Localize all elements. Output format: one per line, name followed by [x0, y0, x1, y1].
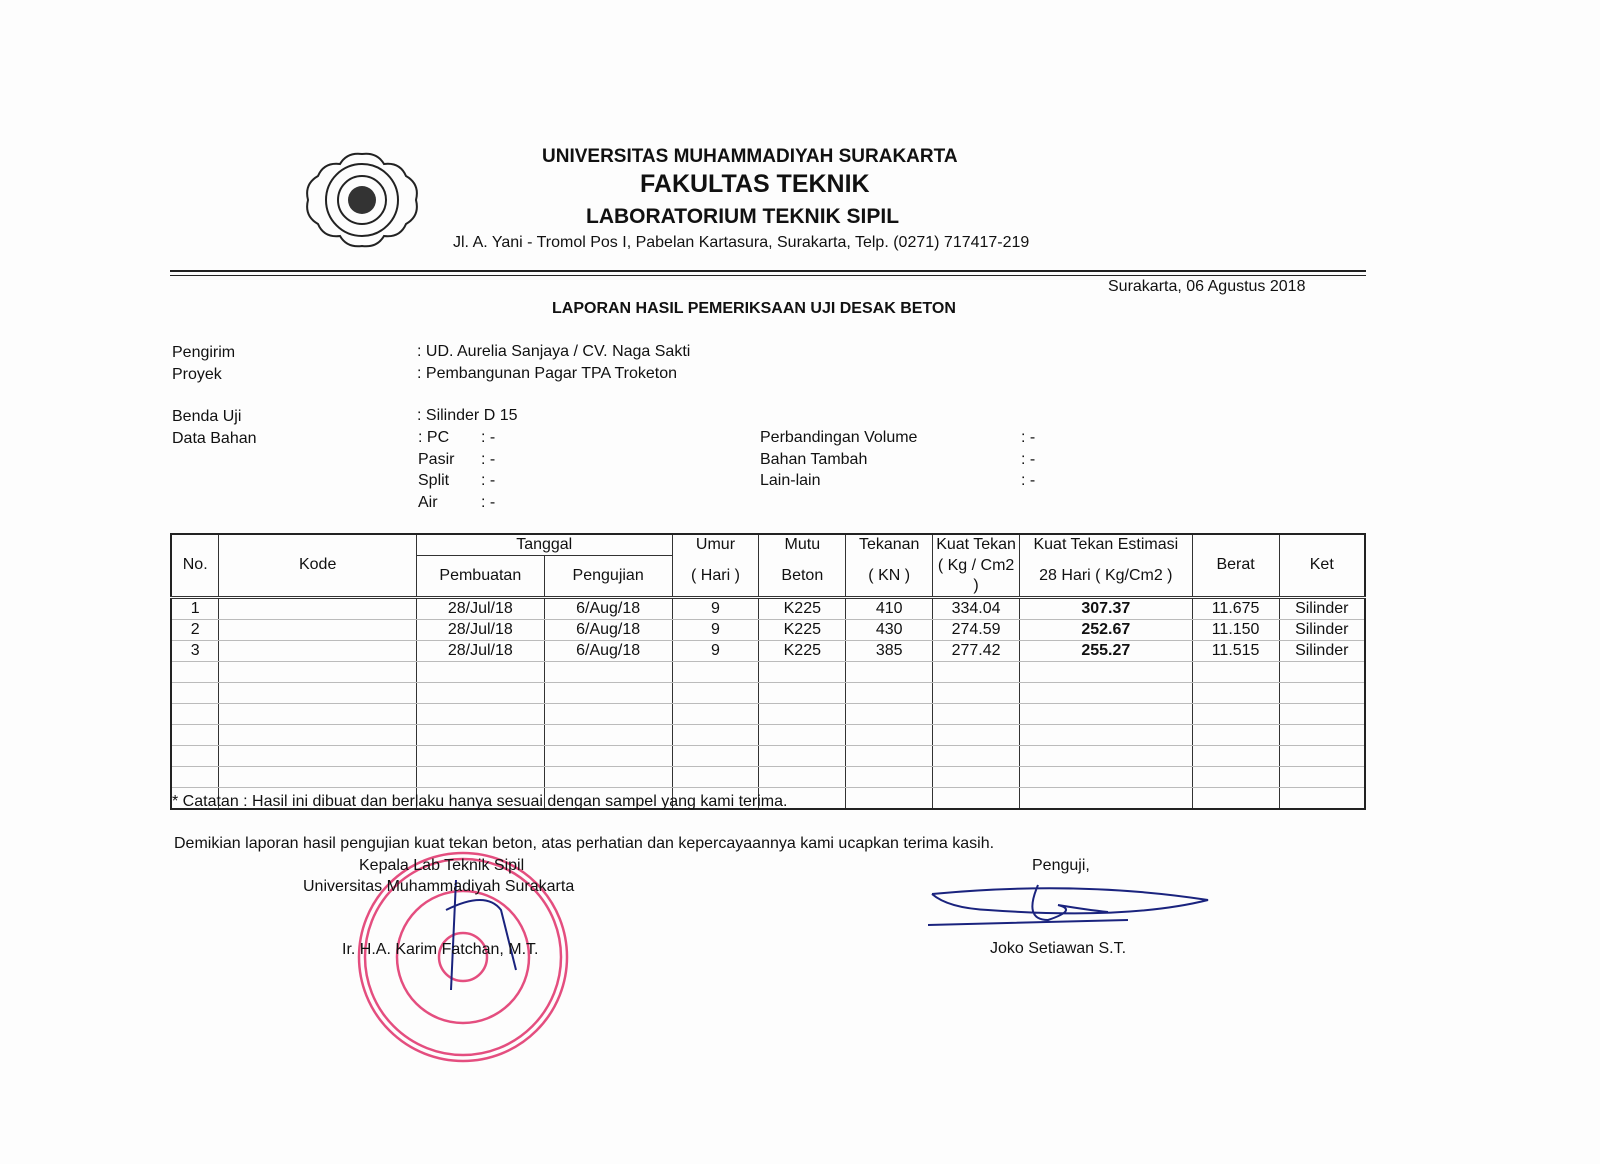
header-kuat-unit: ( Kg / Cm2 ) — [933, 556, 1020, 598]
cell-pembuatan: 28/Jul/18 — [416, 597, 544, 619]
empty-cell — [1192, 745, 1279, 766]
material-value: : - — [481, 472, 496, 489]
empty-cell — [672, 682, 759, 703]
extra-label: Bahan Tambah — [760, 450, 868, 468]
empty-cell — [1020, 724, 1193, 745]
header-kode: Kode — [219, 534, 416, 597]
signer-left-org: Universitas Muhammadiyah Surakarta — [303, 878, 575, 895]
empty-cell — [544, 766, 672, 787]
empty-cell — [171, 724, 219, 745]
empty-cell — [416, 745, 544, 766]
header-tanggal: Tanggal — [416, 534, 672, 556]
empty-cell — [1020, 661, 1193, 682]
empty-cell — [219, 724, 416, 745]
header-ket: Ket — [1279, 534, 1365, 597]
empty-cell — [171, 661, 219, 682]
empty-cell — [1279, 724, 1365, 745]
empty-cell — [933, 745, 1020, 766]
closing-text: Demikian laporan hasil pengujian kuat tekan beton, atas perhatian dan kepercayaannya kami ucapkan terima kasih. — [174, 835, 995, 852]
empty-cell — [1192, 682, 1279, 703]
cell-estimasi: 255.27 — [1020, 640, 1193, 661]
proyek-value: : Pembangunan Pagar TPA Troketon — [417, 365, 678, 382]
lab-name: LABORATORIUM TEKNIK SIPIL — [586, 205, 900, 228]
empty-cell — [672, 661, 759, 682]
empty-cell — [846, 787, 933, 809]
empty-cell — [1192, 661, 1279, 682]
material-label: : PC — [418, 429, 450, 446]
empty-cell — [171, 703, 219, 724]
cell-kode — [219, 640, 416, 661]
material-value: : - — [481, 450, 496, 468]
pengirim-label: Pengirim — [172, 344, 236, 361]
empty-row — [171, 724, 1365, 745]
university-name: UNIVERSITAS MUHAMMADIYAH SURAKARTA — [542, 146, 958, 167]
cell-tekanan: 385 — [846, 640, 933, 661]
empty-row — [171, 703, 1365, 724]
cell-ket: Silinder — [1279, 619, 1365, 640]
empty-cell — [846, 766, 933, 787]
header-kuat-tekan: Kuat Tekan — [933, 534, 1020, 556]
header-mutu-2: Beton — [759, 556, 846, 598]
cell-berat: 11.150 — [1192, 619, 1279, 640]
empty-cell — [416, 682, 544, 703]
cell-umur: 9 — [672, 597, 759, 619]
table-row — [171, 640, 1365, 661]
empty-cell — [846, 661, 933, 682]
empty-cell — [544, 703, 672, 724]
empty-cell — [219, 703, 416, 724]
empty-cell — [171, 745, 219, 766]
cell-pembuatan: 28/Jul/18 — [416, 640, 544, 661]
table-row — [171, 597, 1365, 619]
cell-mutu: K225 — [759, 597, 846, 619]
header-tekanan-unit: ( KN ) — [846, 556, 933, 598]
empty-cell — [1020, 766, 1193, 787]
empty-row — [171, 766, 1365, 787]
cell-pengujian: 6/Aug/18 — [544, 640, 672, 661]
empty-cell — [1020, 682, 1193, 703]
header-pembuatan: Pembuatan — [416, 556, 544, 598]
header-pengujian: Pengujian — [544, 556, 672, 598]
material-label: Pasir — [418, 450, 455, 468]
extra-value: : - — [1021, 472, 1036, 489]
empty-cell — [846, 682, 933, 703]
report-date: Surakarta, 06 Agustus 2018 — [1108, 278, 1306, 295]
header-estimasi-unit: 28 Hari ( Kg/Cm2 ) — [1020, 556, 1193, 598]
divider — [170, 270, 1366, 272]
report-title: LAPORAN HASIL PEMERIKSAAN UJI DESAK BETON — [552, 300, 956, 317]
proyek-label: Proyek — [172, 366, 222, 383]
empty-cell — [544, 682, 672, 703]
cell-estimasi: 307.37 — [1020, 597, 1193, 619]
material-label: Split — [418, 472, 450, 489]
cell-kode — [219, 597, 416, 619]
empty-cell — [1192, 766, 1279, 787]
empty-cell — [759, 745, 846, 766]
empty-cell — [933, 787, 1020, 809]
cell-mutu: K225 — [759, 619, 846, 640]
header-mutu: Mutu — [759, 534, 846, 556]
cell-kuat-tekan: 274.59 — [933, 619, 1020, 640]
empty-cell — [672, 745, 759, 766]
bahan-label: Data Bahan — [172, 430, 257, 447]
signer-right-role: Penguji, — [1032, 857, 1090, 874]
cell-umur: 9 — [672, 640, 759, 661]
material-value: : - — [481, 429, 496, 446]
empty-cell — [759, 661, 846, 682]
signer-left-role: Kepala Lab Teknik Sipil — [359, 857, 525, 874]
header-berat: Berat — [1192, 534, 1279, 597]
empty-cell — [1020, 703, 1193, 724]
empty-cell — [933, 766, 1020, 787]
cell-pengujian: 6/Aug/18 — [544, 597, 672, 619]
material-label: Air — [418, 493, 438, 511]
cell-kode — [219, 619, 416, 640]
empty-cell — [933, 703, 1020, 724]
empty-cell — [759, 682, 846, 703]
empty-cell — [672, 703, 759, 724]
extra-label: Lain-lain — [760, 472, 821, 489]
empty-cell — [1279, 787, 1365, 809]
empty-cell — [219, 745, 416, 766]
empty-cell — [416, 703, 544, 724]
empty-cell — [933, 661, 1020, 682]
cell-mutu: K225 — [759, 640, 846, 661]
address: Jl. A. Yani - Tromol Pos I, Pabelan Kartasura, Surakarta, Telp. (0271) 717417-219 — [453, 234, 1030, 251]
faculty-name: FAKULTAS TEKNIK — [640, 170, 870, 198]
university-logo — [302, 150, 422, 250]
empty-cell — [672, 766, 759, 787]
cell-ket: Silinder — [1279, 597, 1365, 619]
cell-pengujian: 6/Aug/18 — [544, 619, 672, 640]
empty-cell — [416, 661, 544, 682]
empty-cell — [544, 661, 672, 682]
cell-no: 1 — [171, 597, 219, 619]
signer-right-name: Joko Setiawan S.T. — [990, 940, 1127, 957]
empty-cell — [1192, 703, 1279, 724]
empty-cell — [933, 724, 1020, 745]
empty-cell — [544, 745, 672, 766]
empty-row — [171, 661, 1365, 682]
cell-ket: Silinder — [1279, 640, 1365, 661]
empty-cell — [933, 682, 1020, 703]
empty-cell — [1279, 682, 1365, 703]
empty-cell — [846, 703, 933, 724]
empty-cell — [759, 766, 846, 787]
empty-cell — [416, 724, 544, 745]
cell-pembuatan: 28/Jul/18 — [416, 619, 544, 640]
cell-estimasi: 252.67 — [1020, 619, 1193, 640]
empty-cell — [846, 724, 933, 745]
empty-cell — [1192, 724, 1279, 745]
empty-cell — [846, 745, 933, 766]
empty-cell — [759, 703, 846, 724]
empty-cell — [544, 724, 672, 745]
empty-cell — [1020, 787, 1193, 809]
cell-no: 3 — [171, 640, 219, 661]
empty-cell — [672, 724, 759, 745]
benda-value: : Silinder D 15 — [417, 407, 518, 424]
test-results-table — [170, 533, 1366, 810]
header-umur: Umur — [672, 534, 759, 556]
empty-cell — [416, 766, 544, 787]
header-no: No. — [171, 534, 219, 597]
empty-cell — [1192, 787, 1279, 809]
cell-umur: 9 — [672, 619, 759, 640]
empty-row — [171, 682, 1365, 703]
empty-cell — [171, 682, 219, 703]
divider — [170, 275, 1366, 276]
cell-kuat-tekan: 277.42 — [933, 640, 1020, 661]
cell-berat: 11.675 — [1192, 597, 1279, 619]
note: * Catatan : Hasil ini dibuat dan berlaku hanya sesuai dengan sampel yang kami terima. — [172, 793, 788, 810]
cell-no: 2 — [171, 619, 219, 640]
extra-label: Perbandingan Volume — [760, 429, 918, 446]
empty-cell — [171, 766, 219, 787]
cell-berat: 11.515 — [1192, 640, 1279, 661]
empty-cell — [1279, 703, 1365, 724]
empty-cell — [1279, 661, 1365, 682]
signer-left-name: Ir. H.A. Karim Fatchan, M.T. — [342, 941, 539, 958]
empty-cell — [1279, 745, 1365, 766]
header-umur-unit: ( Hari ) — [672, 556, 759, 598]
material-value: : - — [481, 493, 496, 511]
table-row — [171, 619, 1365, 640]
pengirim-value: : UD. Aurelia Sanjaya / CV. Naga Sakti — [417, 343, 691, 360]
header-estimasi: Kuat Tekan Estimasi — [1020, 534, 1193, 556]
empty-cell — [219, 766, 416, 787]
benda-label: Benda Uji — [172, 408, 242, 425]
header-tekanan: Tekanan — [846, 534, 933, 556]
empty-cell — [1279, 766, 1365, 787]
empty-cell — [1020, 745, 1193, 766]
extra-value: : - — [1021, 450, 1036, 468]
empty-row — [171, 745, 1365, 766]
empty-cell — [219, 682, 416, 703]
empty-cell — [219, 661, 416, 682]
signature — [928, 880, 1218, 930]
cell-tekanan: 410 — [846, 597, 933, 619]
cell-tekanan: 430 — [846, 619, 933, 640]
cell-kuat-tekan: 334.04 — [933, 597, 1020, 619]
empty-cell — [759, 724, 846, 745]
extra-value: : - — [1021, 429, 1036, 446]
